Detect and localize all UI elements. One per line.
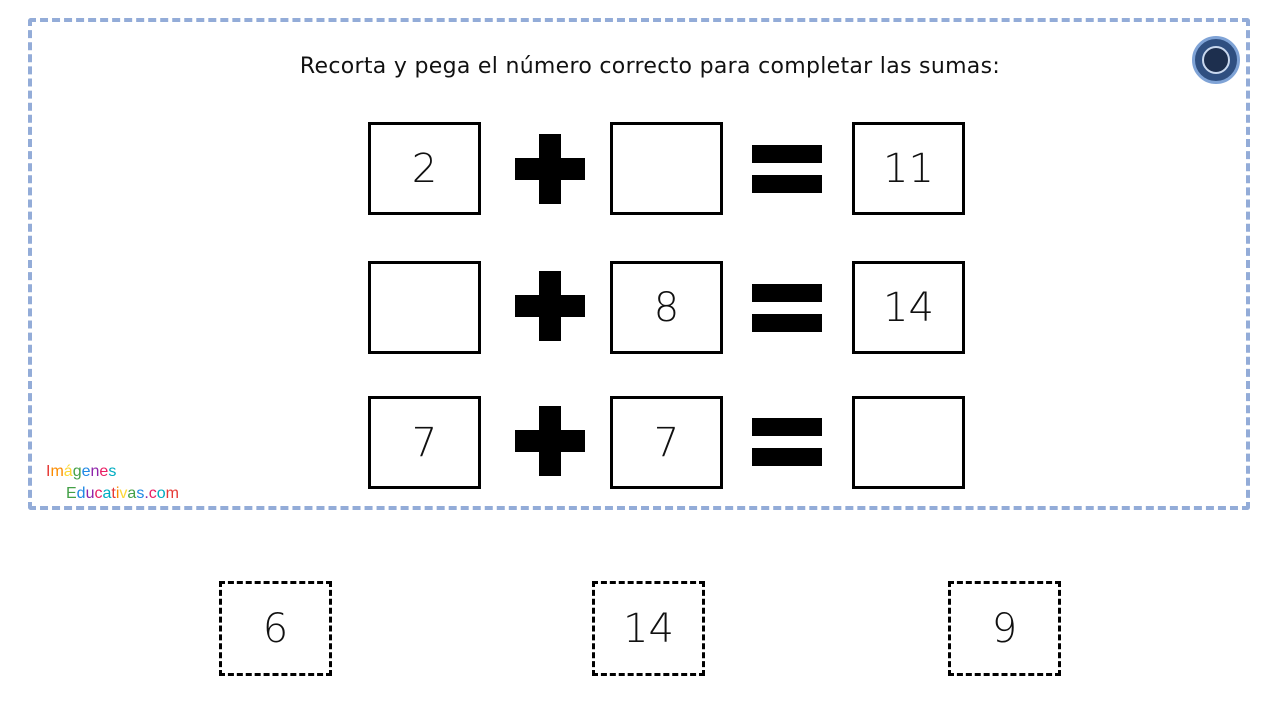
cutout-piece[interactable]: 14 bbox=[592, 581, 705, 676]
equals-icon bbox=[752, 284, 822, 332]
cutout-piece[interactable]: 6 bbox=[219, 581, 332, 676]
plus-icon bbox=[515, 406, 585, 476]
eq2-addend-a[interactable] bbox=[368, 261, 481, 354]
eq1-addend-a: 2 bbox=[368, 122, 481, 215]
logo-line-1: Imágenes bbox=[46, 463, 117, 480]
eq2-result: 14 bbox=[852, 261, 965, 354]
eq2-addend-b: 8 bbox=[610, 261, 723, 354]
equals-icon bbox=[752, 145, 822, 193]
plus-icon bbox=[515, 134, 585, 204]
eq3-addend-b: 7 bbox=[610, 396, 723, 489]
badge-icon bbox=[1192, 36, 1240, 84]
logo-line-2: Educativas.com bbox=[66, 485, 179, 502]
cutout-piece[interactable]: 9 bbox=[948, 581, 1061, 676]
equals-icon bbox=[752, 418, 822, 466]
eq1-addend-b[interactable] bbox=[610, 122, 723, 215]
plus-icon bbox=[515, 271, 585, 341]
eq3-addend-a: 7 bbox=[368, 396, 481, 489]
instruction-text: Recorta y pega el número correcto para completar las sumas: bbox=[299, 54, 1001, 79]
eq1-result: 11 bbox=[852, 122, 965, 215]
eq3-result[interactable] bbox=[852, 396, 965, 489]
